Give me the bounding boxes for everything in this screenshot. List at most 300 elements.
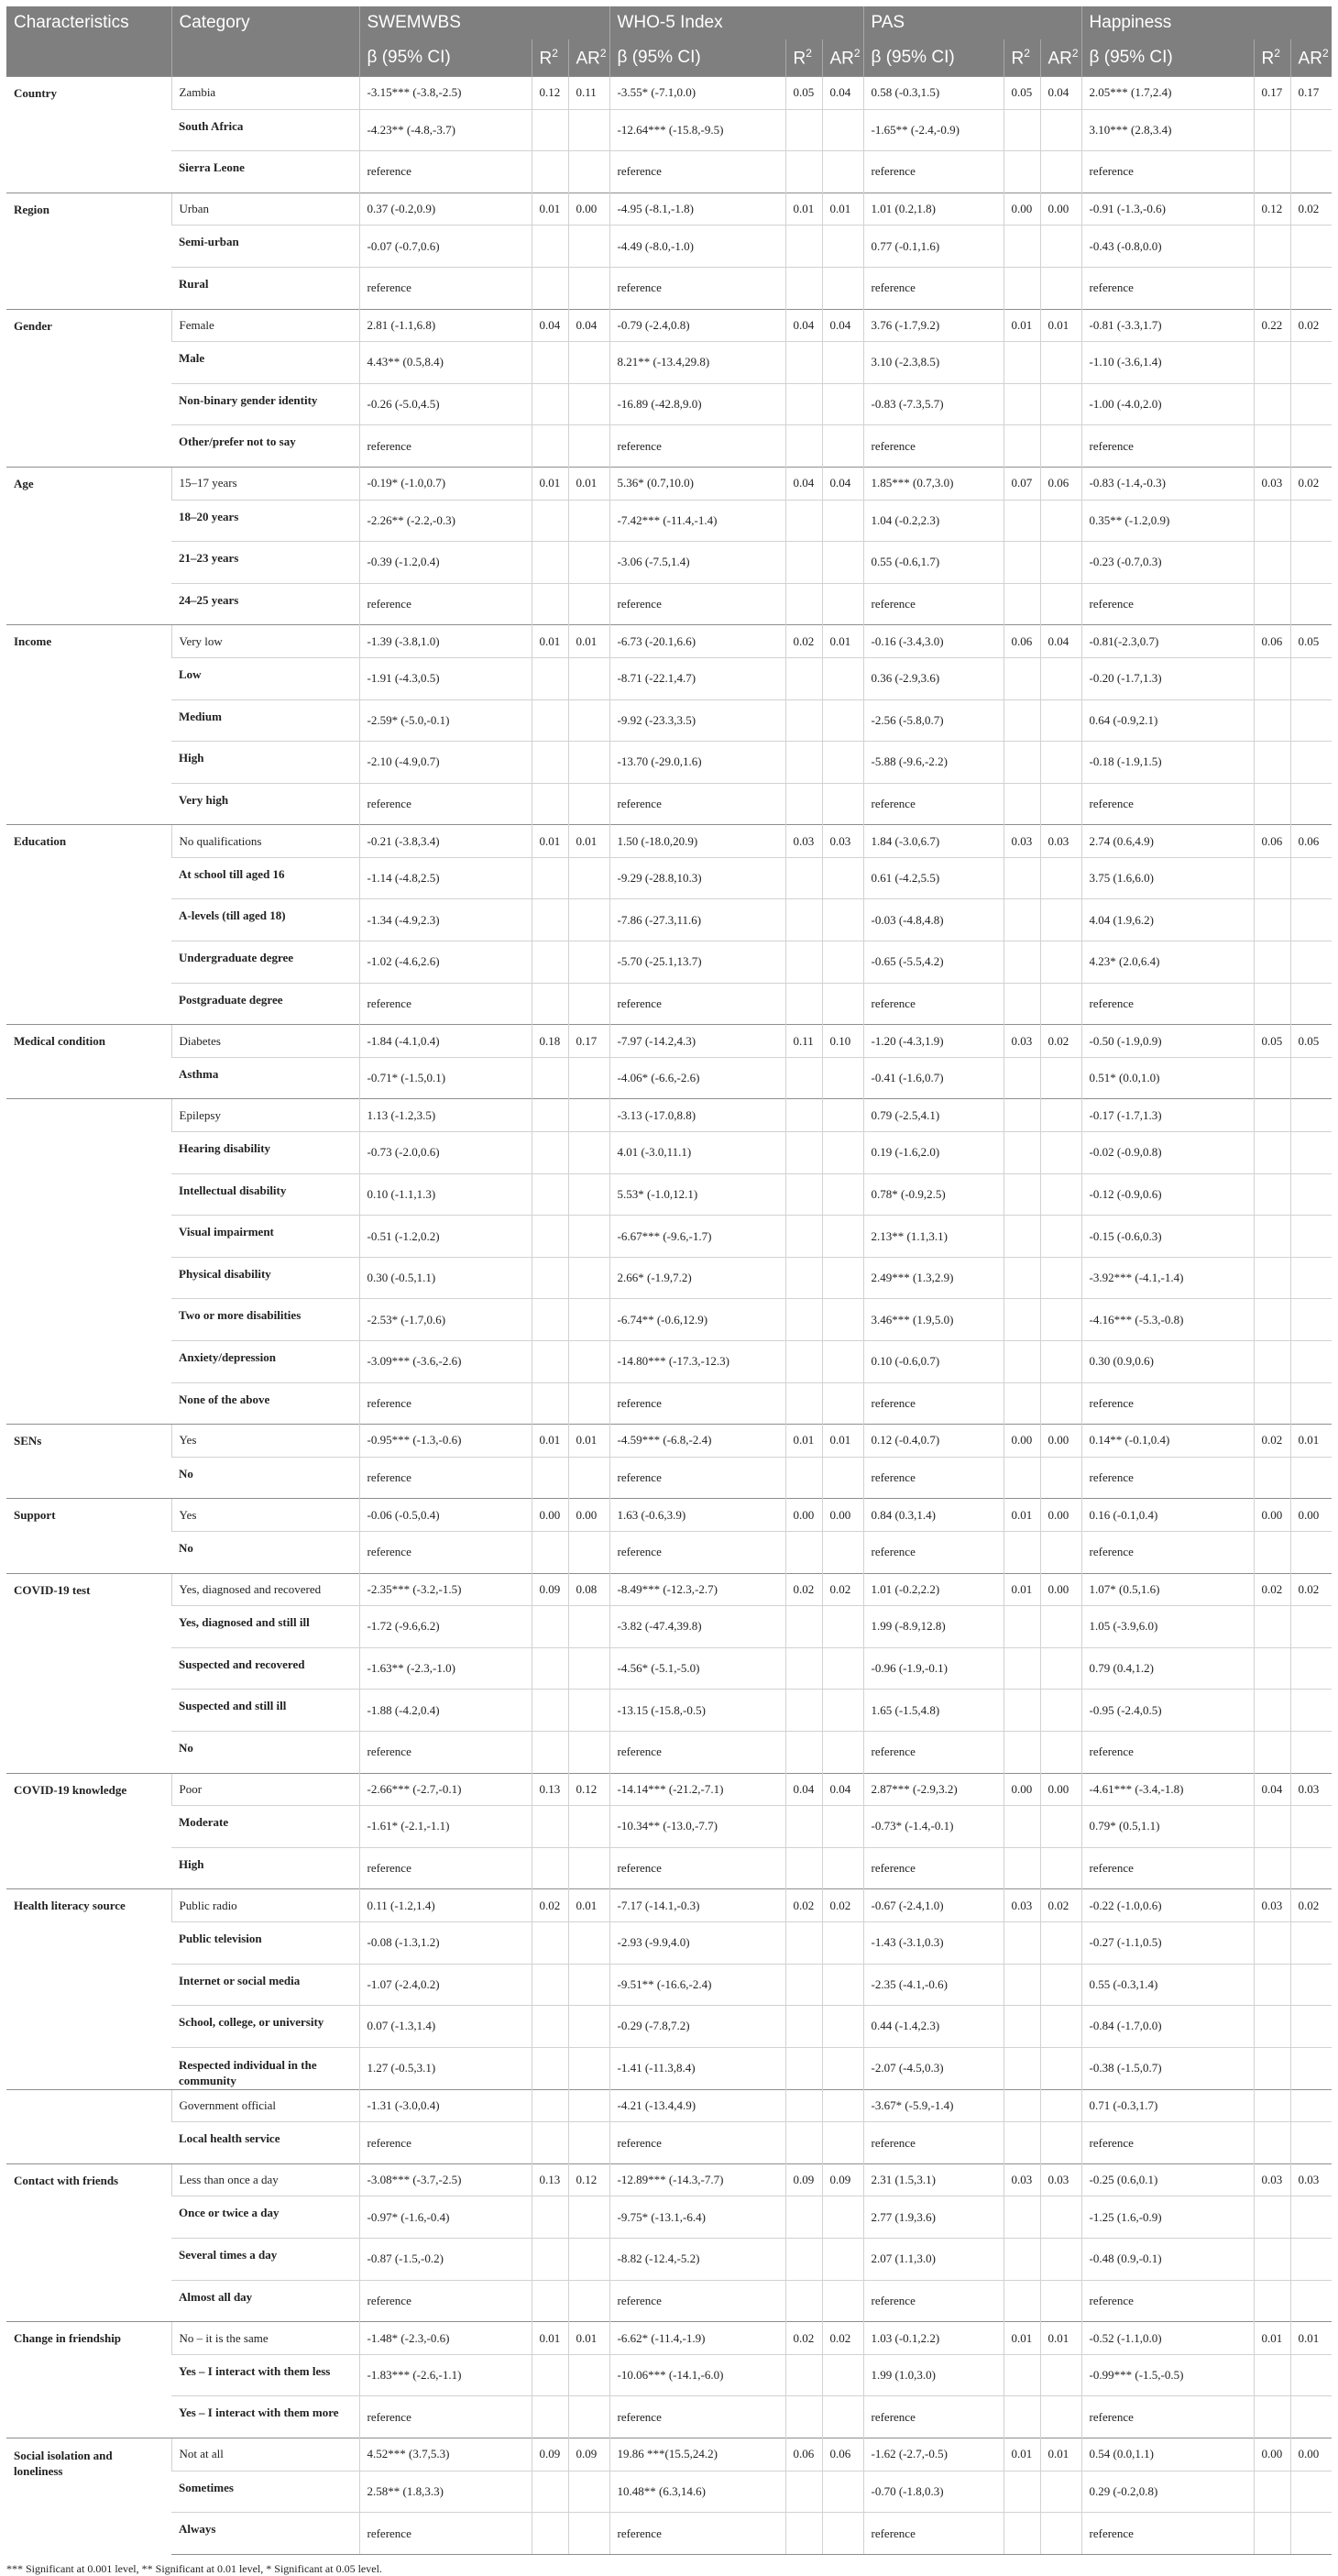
- r2-cell: [1004, 857, 1040, 899]
- table-row: [6, 1457, 1332, 1499]
- r2-cell: [532, 226, 568, 268]
- r2-cell: 0.01: [1004, 2438, 1040, 2471]
- r2-cell: [1254, 857, 1290, 899]
- category-cell: Local health service: [171, 2122, 359, 2164]
- beta-ci-cell: -0.07 (-0.7,0.6): [359, 226, 532, 268]
- ar2-cell: [1040, 1341, 1081, 1383]
- ar2-cell: [822, 1690, 863, 1732]
- beta-ci-cell: reference: [609, 2280, 785, 2322]
- ar2-cell: [1290, 2513, 1332, 2555]
- ar2-cell: 0.17: [568, 1025, 609, 1058]
- characteristic-cell: [6, 1099, 171, 1425]
- ar2-cell: 0.02: [822, 1573, 863, 1606]
- category-cell: A-levels (till aged 18): [171, 899, 359, 941]
- beta-ci-cell: 0.84 (0.3,1.4): [863, 1499, 1004, 1532]
- ar2-cell: [568, 1382, 609, 1425]
- beta-ci-cell: 2.13** (1.1,3.1): [863, 1216, 1004, 1258]
- ar2-cell: 0.04: [822, 1773, 863, 1806]
- r2-cell: 0.01: [785, 193, 822, 226]
- beta-ci-cell: -0.39 (-1.2,0.4): [359, 542, 532, 584]
- ar2-cell: 0.00: [568, 193, 609, 226]
- r2-cell: [785, 109, 822, 151]
- header-beta-ci: β (95% CI): [863, 39, 1004, 77]
- characteristic-cell: Region: [6, 193, 171, 309]
- r2-cell: 0.04: [1254, 1773, 1290, 1806]
- beta-ci-cell: -0.71* (-1.5,0.1): [359, 1057, 532, 1099]
- beta-ci-cell: 0.79 (-2.5,4.1): [863, 1099, 1004, 1132]
- characteristic-cell: Contact with friends: [6, 2163, 171, 2321]
- header-beta-ci: β (95% CI): [1081, 39, 1254, 77]
- ar2-cell: [822, 1921, 863, 1964]
- r2-cell: 0.01: [532, 625, 568, 658]
- r2-cell: [532, 783, 568, 825]
- category-cell: Semi-urban: [171, 226, 359, 268]
- r2-cell: [532, 383, 568, 425]
- r2-cell: [532, 500, 568, 542]
- ar2-cell: [1290, 1382, 1332, 1425]
- ar2-cell: [822, 1647, 863, 1690]
- r2-cell: [532, 542, 568, 584]
- beta-ci-cell: -9.51** (-16.6,-2.4): [609, 1964, 785, 2006]
- beta-ci-cell: -4.95 (-8.1,-1.8): [609, 193, 785, 226]
- ar2-cell: [568, 742, 609, 784]
- category-cell: Sometimes: [171, 2471, 359, 2513]
- beta-ci-cell: 4.43** (0.5,8.4): [359, 342, 532, 384]
- ar2-cell: [822, 899, 863, 941]
- ar2-cell: 0.03: [822, 825, 863, 858]
- ar2-cell: [1290, 2471, 1332, 2513]
- r2-cell: [532, 2006, 568, 2048]
- table-row: [6, 1647, 1332, 1690]
- beta-ci-cell: -3.92*** (-4.1,-1.4): [1081, 1257, 1254, 1299]
- ar2-cell: 0.00: [1040, 1773, 1081, 1806]
- r2-cell: [532, 2122, 568, 2164]
- beta-ci-cell: reference: [1081, 783, 1254, 825]
- beta-ci-cell: 2.07 (1.1,3.0): [863, 2239, 1004, 2281]
- beta-ci-cell: -0.41 (-1.6,0.7): [863, 1057, 1004, 1099]
- table-row: [6, 2196, 1332, 2239]
- table-row: [6, 2354, 1332, 2396]
- ar2-cell: [1290, 425, 1332, 468]
- beta-ci-cell: -0.84 (-1.7,0.0): [1081, 2006, 1254, 2048]
- ar2-cell: [568, 857, 609, 899]
- r2-cell: [785, 1257, 822, 1299]
- table-row: [6, 1847, 1332, 1889]
- table-row: [6, 267, 1332, 309]
- r2-cell: [1254, 983, 1290, 1025]
- r2-cell: 0.01: [785, 1425, 822, 1458]
- ar2-cell: [1290, 983, 1332, 1025]
- beta-ci-cell: -1.63** (-2.3,-1.0): [359, 1647, 532, 1690]
- r2-cell: [532, 109, 568, 151]
- r2-cell: 0.17: [1254, 77, 1290, 110]
- r2-cell: [1254, 1132, 1290, 1174]
- beta-ci-cell: 2.74 (0.6,4.9): [1081, 825, 1254, 858]
- r2-cell: [1254, 500, 1290, 542]
- ar2-cell: [1290, 1299, 1332, 1341]
- r2-cell: [785, 2396, 822, 2438]
- beta-ci-cell: reference: [609, 983, 785, 1025]
- r2-cell: [532, 1647, 568, 1690]
- beta-ci-cell: -3.06 (-7.5,1.4): [609, 542, 785, 584]
- ar2-cell: 0.00: [1040, 1573, 1081, 1606]
- r2-cell: 0.12: [532, 77, 568, 110]
- table-row: [6, 2089, 1332, 2122]
- ar2-cell: [1290, 699, 1332, 742]
- beta-ci-cell: -12.89*** (-14.3,-7.7): [609, 2163, 785, 2196]
- r2-cell: [1254, 1847, 1290, 1889]
- r2-cell: [532, 1847, 568, 1889]
- table-header: [6, 6, 1332, 77]
- beta-ci-cell: -5.88 (-9.6,-2.2): [863, 742, 1004, 784]
- ar2-cell: [1290, 1099, 1332, 1132]
- r2-cell: [1004, 941, 1040, 984]
- beta-ci-cell: 5.36* (0.7,10.0): [609, 467, 785, 500]
- beta-ci-cell: 3.46*** (1.9,5.0): [863, 1299, 1004, 1341]
- r2-cell: [1254, 1457, 1290, 1499]
- r2-cell: [785, 857, 822, 899]
- beta-ci-cell: -9.75* (-13.1,-6.4): [609, 2196, 785, 2239]
- r2-cell: 0.13: [532, 2163, 568, 2196]
- ar2-cell: [822, 1731, 863, 1773]
- r2-cell: [1254, 2122, 1290, 2164]
- beta-ci-cell: reference: [359, 983, 532, 1025]
- beta-ci-cell: reference: [1081, 983, 1254, 1025]
- ar2-cell: [568, 1921, 609, 1964]
- beta-ci-cell: -16.89 (-42.8,9.0): [609, 383, 785, 425]
- beta-ci-cell: -1.48* (-2.3,-0.6): [359, 2322, 532, 2355]
- ar2-cell: [822, 1173, 863, 1216]
- category-cell: South Africa: [171, 109, 359, 151]
- characteristic-cell: Social isolation and loneliness: [6, 2438, 171, 2555]
- ar2-cell: [822, 583, 863, 625]
- table-row: [6, 2471, 1332, 2513]
- beta-ci-cell: 0.64 (-0.9,2.1): [1081, 699, 1254, 742]
- beta-ci-cell: 0.78* (-0.9,2.5): [863, 1173, 1004, 1216]
- beta-ci-cell: -1.91 (-4.3,0.5): [359, 657, 532, 699]
- ar2-cell: [1290, 2196, 1332, 2239]
- r2-cell: 0.13: [532, 1773, 568, 1806]
- beta-ci-cell: reference: [863, 2513, 1004, 2555]
- beta-ci-cell: 1.07* (0.5,1.6): [1081, 1573, 1254, 1606]
- ar2-cell: 0.01: [1290, 1425, 1332, 1458]
- characteristic-cell: Health literacy source: [6, 1889, 171, 2089]
- category-cell: School, college, or university: [171, 2006, 359, 2048]
- ar2-cell: [822, 1132, 863, 1174]
- ar2-cell: 0.01: [568, 825, 609, 858]
- ar2-cell: [568, 1531, 609, 1573]
- characteristic-cell: Country: [6, 77, 171, 193]
- beta-ci-cell: -1.83*** (-2.6,-1.1): [359, 2354, 532, 2396]
- ar2-cell: [822, 1257, 863, 1299]
- ar2-cell: [1040, 983, 1081, 1025]
- beta-ci-cell: -0.26 (-5.0,4.5): [359, 383, 532, 425]
- beta-ci-cell: -1.88 (-4.2,0.4): [359, 1690, 532, 1732]
- ar2-cell: [568, 425, 609, 468]
- category-cell: Internet or social media: [171, 1964, 359, 2006]
- r2-cell: 0.00: [1254, 2438, 1290, 2471]
- r2-cell: [1004, 1341, 1040, 1383]
- r2-cell: [1254, 425, 1290, 468]
- r2-cell: [785, 742, 822, 784]
- r2-cell: 0.01: [1004, 2322, 1040, 2355]
- ar2-cell: [1290, 151, 1332, 193]
- ar2-cell: [1040, 226, 1081, 268]
- beta-ci-cell: 0.79 (0.4,1.2): [1081, 1647, 1254, 1690]
- r2-cell: [1254, 1806, 1290, 1848]
- table-row: [6, 309, 1332, 342]
- r2-cell: [532, 267, 568, 309]
- characteristic-cell: COVID-19 knowledge: [6, 1773, 171, 1889]
- ar2-cell: [822, 151, 863, 193]
- beta-ci-cell: 0.12 (-0.4,0.7): [863, 1425, 1004, 1458]
- beta-ci-cell: -4.06* (-6.6,-2.6): [609, 1057, 785, 1099]
- category-cell: No: [171, 1531, 359, 1573]
- ar2-cell: 0.00: [1040, 193, 1081, 226]
- characteristic-cell: Support: [6, 1499, 171, 1573]
- beta-ci-cell: -7.42*** (-11.4,-1.4): [609, 500, 785, 542]
- r2-cell: [532, 1099, 568, 1132]
- ar2-cell: 0.02: [1040, 1025, 1081, 1058]
- r2-cell: 0.07: [1004, 467, 1040, 500]
- beta-ci-cell: 3.10 (-2.3,8.5): [863, 342, 1004, 384]
- ar2-cell: [822, 2239, 863, 2281]
- beta-ci-cell: 1.85*** (0.7,3.0): [863, 467, 1004, 500]
- beta-ci-cell: reference: [609, 2396, 785, 2438]
- r2-cell: 0.11: [785, 1025, 822, 1058]
- r2-cell: [532, 151, 568, 193]
- r2-cell: [785, 1382, 822, 1425]
- ar2-cell: 0.04: [822, 467, 863, 500]
- r2-cell: [532, 1257, 568, 1299]
- ar2-cell: [822, 109, 863, 151]
- beta-ci-cell: 1.27 (-0.5,3.1): [359, 2047, 532, 2089]
- beta-ci-cell: reference: [863, 1731, 1004, 1773]
- ar2-cell: [568, 267, 609, 309]
- r2-cell: [785, 941, 822, 984]
- ar2-cell: [568, 1690, 609, 1732]
- ar2-cell: 0.11: [568, 77, 609, 110]
- r2-cell: [785, 1921, 822, 1964]
- beta-ci-cell: -6.74** (-0.6,12.9): [609, 1299, 785, 1341]
- r2-cell: [532, 1057, 568, 1099]
- r2-cell: 0.09: [532, 1573, 568, 1606]
- r2-cell: [785, 1647, 822, 1690]
- r2-cell: [532, 342, 568, 384]
- ar2-cell: [1290, 899, 1332, 941]
- r2-cell: [1004, 383, 1040, 425]
- category-cell: Other/prefer not to say: [171, 425, 359, 468]
- r2-cell: 0.04: [532, 309, 568, 342]
- category-cell: Rural: [171, 267, 359, 309]
- r2-cell: [1254, 226, 1290, 268]
- beta-ci-cell: 1.01 (-0.2,2.2): [863, 1573, 1004, 1606]
- beta-ci-cell: -2.26** (-2.2,-0.3): [359, 500, 532, 542]
- beta-ci-cell: reference: [863, 2396, 1004, 2438]
- beta-ci-cell: reference: [359, 1847, 532, 1889]
- beta-ci-cell: reference: [609, 1531, 785, 1573]
- ar2-cell: [568, 1132, 609, 1174]
- beta-ci-cell: -3.82 (-47.4,39.8): [609, 1606, 785, 1648]
- ar2-cell: [822, 2280, 863, 2322]
- ar2-cell: [1040, 1964, 1081, 2006]
- r2-cell: [785, 2280, 822, 2322]
- ar2-cell: 0.01: [822, 1425, 863, 1458]
- beta-ci-cell: -0.96 (-1.9,-0.1): [863, 1647, 1004, 1690]
- ar2-cell: [822, 657, 863, 699]
- beta-ci-cell: 2.77 (1.9,3.6): [863, 2196, 1004, 2239]
- category-cell: Yes: [171, 1499, 359, 1532]
- beta-ci-cell: -6.73 (-20.1,6.6): [609, 625, 785, 658]
- r2-cell: 0.03: [1254, 1889, 1290, 1922]
- ar2-cell: 0.12: [568, 1773, 609, 1806]
- r2-cell: [785, 1057, 822, 1099]
- r2-cell: 0.01: [532, 193, 568, 226]
- r2-cell: [1254, 1382, 1290, 1425]
- ar2-cell: 0.01: [568, 2322, 609, 2355]
- beta-ci-cell: -1.65** (-2.4,-0.9): [863, 109, 1004, 151]
- r2-cell: 0.01: [532, 467, 568, 500]
- ar2-cell: [822, 1531, 863, 1573]
- beta-ci-cell: reference: [359, 583, 532, 625]
- beta-ci-cell: -2.35 (-4.1,-0.6): [863, 1964, 1004, 2006]
- ar2-cell: [1290, 583, 1332, 625]
- beta-ci-cell: reference: [863, 2280, 1004, 2322]
- r2-cell: 0.05: [785, 77, 822, 110]
- r2-cell: 0.18: [532, 1025, 568, 1058]
- table-row: [6, 857, 1332, 899]
- r2-cell: [1004, 1132, 1040, 1174]
- ar2-cell: [568, 500, 609, 542]
- beta-ci-cell: 1.99 (-8.9,12.8): [863, 1606, 1004, 1648]
- header-ar2: $AR^2$: [1290, 39, 1332, 77]
- category-cell: Respected individual in the community: [171, 2047, 359, 2089]
- r2-cell: [785, 2196, 822, 2239]
- beta-ci-cell: -0.38 (-1.5,0.7): [1081, 2047, 1254, 2089]
- beta-ci-cell: -0.73 (-2.0,0.6): [359, 1132, 532, 1174]
- ar2-cell: [1040, 2513, 1081, 2555]
- ar2-cell: [1040, 2122, 1081, 2164]
- beta-ci-cell: -10.34** (-13.0,-7.7): [609, 1806, 785, 1848]
- ar2-cell: [822, 699, 863, 742]
- ar2-cell: 0.06: [822, 2438, 863, 2471]
- r2-cell: [532, 2089, 568, 2122]
- ar2-cell: [1290, 1690, 1332, 1732]
- r2-cell: 0.03: [785, 825, 822, 858]
- r2-cell: [785, 1731, 822, 1773]
- table-row: [6, 1889, 1332, 1922]
- beta-ci-cell: reference: [863, 267, 1004, 309]
- ar2-cell: [1290, 226, 1332, 268]
- beta-ci-cell: 0.16 (-0.1,0.4): [1081, 1499, 1254, 1532]
- category-cell: High: [171, 742, 359, 784]
- ar2-cell: 0.03: [1290, 1773, 1332, 1806]
- r2-cell: [1004, 542, 1040, 584]
- ar2-cell: [822, 1099, 863, 1132]
- table-row: [6, 2122, 1332, 2164]
- beta-ci-cell: reference: [609, 425, 785, 468]
- beta-ci-cell: reference: [863, 1382, 1004, 1425]
- ar2-cell: [1040, 1921, 1081, 1964]
- beta-ci-cell: -4.21 (-13.4,4.9): [609, 2089, 785, 2122]
- beta-ci-cell: -0.70 (-1.8,0.3): [863, 2471, 1004, 2513]
- ar2-cell: [568, 1099, 609, 1132]
- beta-ci-cell: -0.97* (-1.6,-0.4): [359, 2196, 532, 2239]
- ar2-cell: [568, 2471, 609, 2513]
- r2-cell: [1004, 1731, 1040, 1773]
- ar2-cell: 0.02: [1290, 309, 1332, 342]
- ar2-cell: 0.01: [1040, 2322, 1081, 2355]
- r2-cell: [1004, 742, 1040, 784]
- r2-cell: [1004, 500, 1040, 542]
- ar2-cell: [568, 2089, 609, 2122]
- ar2-cell: 0.02: [1290, 193, 1332, 226]
- r2-cell: [1004, 1299, 1040, 1341]
- r2-cell: [785, 1457, 822, 1499]
- r2-cell: 0.00: [785, 1499, 822, 1532]
- ar2-cell: [1040, 1647, 1081, 1690]
- r2-cell: 0.12: [1254, 193, 1290, 226]
- ar2-cell: [1290, 1173, 1332, 1216]
- category-cell: 21–23 years: [171, 542, 359, 584]
- category-cell: No: [171, 1457, 359, 1499]
- ar2-cell: [822, 500, 863, 542]
- beta-ci-cell: reference: [359, 2122, 532, 2164]
- r2-cell: [1004, 342, 1040, 384]
- r2-cell: [1004, 1531, 1040, 1573]
- ar2-cell: [1040, 742, 1081, 784]
- category-cell: Public radio: [171, 1889, 359, 1922]
- beta-ci-cell: -0.03 (-4.8,4.8): [863, 899, 1004, 941]
- beta-ci-cell: 2.05*** (1.7,2.4): [1081, 77, 1254, 110]
- beta-ci-cell: -0.16 (-3.4,3.0): [863, 625, 1004, 658]
- ar2-cell: [1290, 2006, 1332, 2048]
- r2-cell: [532, 1173, 568, 1216]
- table-row: [6, 151, 1332, 193]
- r2-cell: [1004, 226, 1040, 268]
- ar2-cell: [822, 542, 863, 584]
- category-cell: Visual impairment: [171, 1216, 359, 1258]
- characteristic-cell: [6, 2089, 171, 2163]
- r2-cell: [1004, 2239, 1040, 2281]
- beta-ci-cell: -0.95*** (-1.3,-0.6): [359, 1425, 532, 1458]
- category-cell: Yes – I interact with them less: [171, 2354, 359, 2396]
- r2-cell: [1254, 1216, 1290, 1258]
- beta-ci-cell: -5.70 (-25.1,13.7): [609, 941, 785, 984]
- ar2-cell: 0.05: [1290, 1025, 1332, 1058]
- ar2-cell: [822, 1457, 863, 1499]
- beta-ci-cell: 2.58** (1.8,3.3): [359, 2471, 532, 2513]
- r2-cell: [785, 1964, 822, 2006]
- beta-ci-cell: reference: [359, 1457, 532, 1499]
- beta-ci-cell: reference: [1081, 1382, 1254, 1425]
- ar2-cell: [1040, 2089, 1081, 2122]
- r2-cell: 0.09: [785, 2163, 822, 2196]
- r2-cell: 0.00: [532, 1499, 568, 1532]
- ar2-cell: [822, 425, 863, 468]
- ar2-cell: [822, 2471, 863, 2513]
- r2-cell: [1254, 2513, 1290, 2555]
- beta-ci-cell: 0.61 (-4.2,5.5): [863, 857, 1004, 899]
- r2-cell: [532, 583, 568, 625]
- r2-cell: [1004, 2280, 1040, 2322]
- ar2-cell: 0.02: [1290, 1889, 1332, 1922]
- ar2-cell: [568, 542, 609, 584]
- beta-ci-cell: 1.05 (-3.9,6.0): [1081, 1606, 1254, 1648]
- table-row: [6, 583, 1332, 625]
- r2-cell: [1254, 109, 1290, 151]
- table-row: [6, 542, 1332, 584]
